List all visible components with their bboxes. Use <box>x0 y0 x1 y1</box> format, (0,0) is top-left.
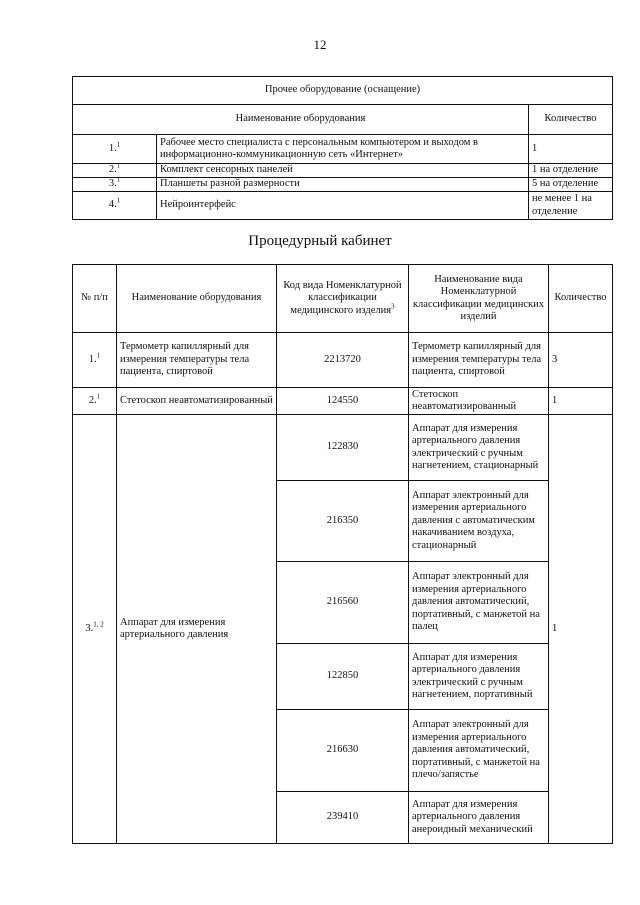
equipment-name: Рабочее место специалиста с персональным компьютером и выходом в информационно-коммуникационную сеть «Интернет» <box>157 135 529 164</box>
header-code: Код вида Номенклатурной классификации медицинского изделия$^3$ <box>277 265 409 333</box>
row-number: 2.$^1$ <box>73 164 157 178</box>
equipment-name: Термометр капиллярный для измерения температуры тела пациента, спиртовой <box>117 333 277 388</box>
table-row <box>73 415 613 481</box>
equipment-name: Нейроинтерфейс <box>157 192 529 220</box>
row-number: 1.$^1$ <box>73 135 157 164</box>
nomenclature-kind: Аппарат для измерения артериального давления анероидный механический <box>409 792 549 844</box>
table-row <box>73 135 613 164</box>
quantity: 1 на отделение <box>529 164 613 178</box>
header-equipment-name: Наименование оборудования <box>73 105 529 135</box>
nomenclature-kind: Аппарат для измерения артериального давления электрический с ручным нагнетением, стационарный <box>409 415 549 481</box>
header-quantity: Количество <box>529 105 613 135</box>
nomenclature-kind: Стетоскоп неавтоматизированный <box>409 388 549 415</box>
nomenclature-code: 239410 <box>277 792 409 844</box>
equipment-name: Стетоскоп неавтоматизированный <box>117 388 277 415</box>
quantity: не менее 1 на отделение <box>529 192 613 220</box>
other-equipment-title: Прочее оборудование (оснащение) <box>73 77 613 105</box>
table-row <box>73 178 613 192</box>
row-number: 3.$^{1, 2}$ <box>73 415 117 844</box>
quantity: 5 на отделение <box>529 178 613 192</box>
nomenclature-kind: Термометр капиллярный для измерения температуры тела пациента, спиртовой <box>409 333 549 388</box>
table-row <box>73 388 613 415</box>
nomenclature-code: 216350 <box>277 481 409 562</box>
table-row <box>73 333 613 388</box>
header-kind-name: Наименование вида Номенклатурной классификации медицинских изделий <box>409 265 549 333</box>
equipment-name: Аппарат для измерения артериального давления <box>117 415 277 844</box>
equipment-name: Планшеты разной размерности <box>157 178 529 192</box>
nomenclature-kind: Аппарат для измерения артериального давления электрический с ручным нагнетением, портативный <box>409 644 549 710</box>
row-number: 2.$^1$ <box>73 388 117 415</box>
table-row <box>73 164 613 178</box>
table-row <box>73 192 613 220</box>
nomenclature-code: 124550 <box>277 388 409 415</box>
row-number: 3.$^1$ <box>73 178 157 192</box>
page-number: 12 <box>313 37 327 52</box>
other-equipment-table <box>72 76 613 220</box>
procedure-room-table <box>72 264 613 844</box>
nomenclature-code: 216630 <box>277 710 409 792</box>
row-number: 4.$^1$ <box>73 192 157 220</box>
header-equipment-name: Наименование оборудования <box>117 265 277 333</box>
section-title: Процедурный кабинет <box>248 233 392 249</box>
nomenclature-code: 122830 <box>277 415 409 481</box>
nomenclature-code: 122850 <box>277 644 409 710</box>
header-quantity: Количество <box>549 265 613 333</box>
quantity: 1 <box>549 388 613 415</box>
nomenclature-code: 216560 <box>277 562 409 644</box>
row-number: 1.$^1$ <box>73 333 117 388</box>
equipment-name: Комплект сенсорных панелей <box>157 164 529 178</box>
quantity: 3 <box>549 333 613 388</box>
quantity: 1 <box>549 415 613 844</box>
nomenclature-kind: Аппарат электронный для измерения артериального давления автоматический, портативный, с манжетой на плечо/запястье <box>409 710 549 792</box>
header-number: № п/п <box>73 265 117 333</box>
nomenclature-kind: Аппарат электронный для измерения артериального давления автоматический, портативный, с манжетой на палец <box>409 562 549 644</box>
quantity: 1 <box>529 135 613 164</box>
nomenclature-kind: Аппарат электронный для измерения артериального давления с автоматическим накачиванием воздуха, стационарный <box>409 481 549 562</box>
table-header-row <box>73 265 613 333</box>
nomenclature-code: 2213720 <box>277 333 409 388</box>
